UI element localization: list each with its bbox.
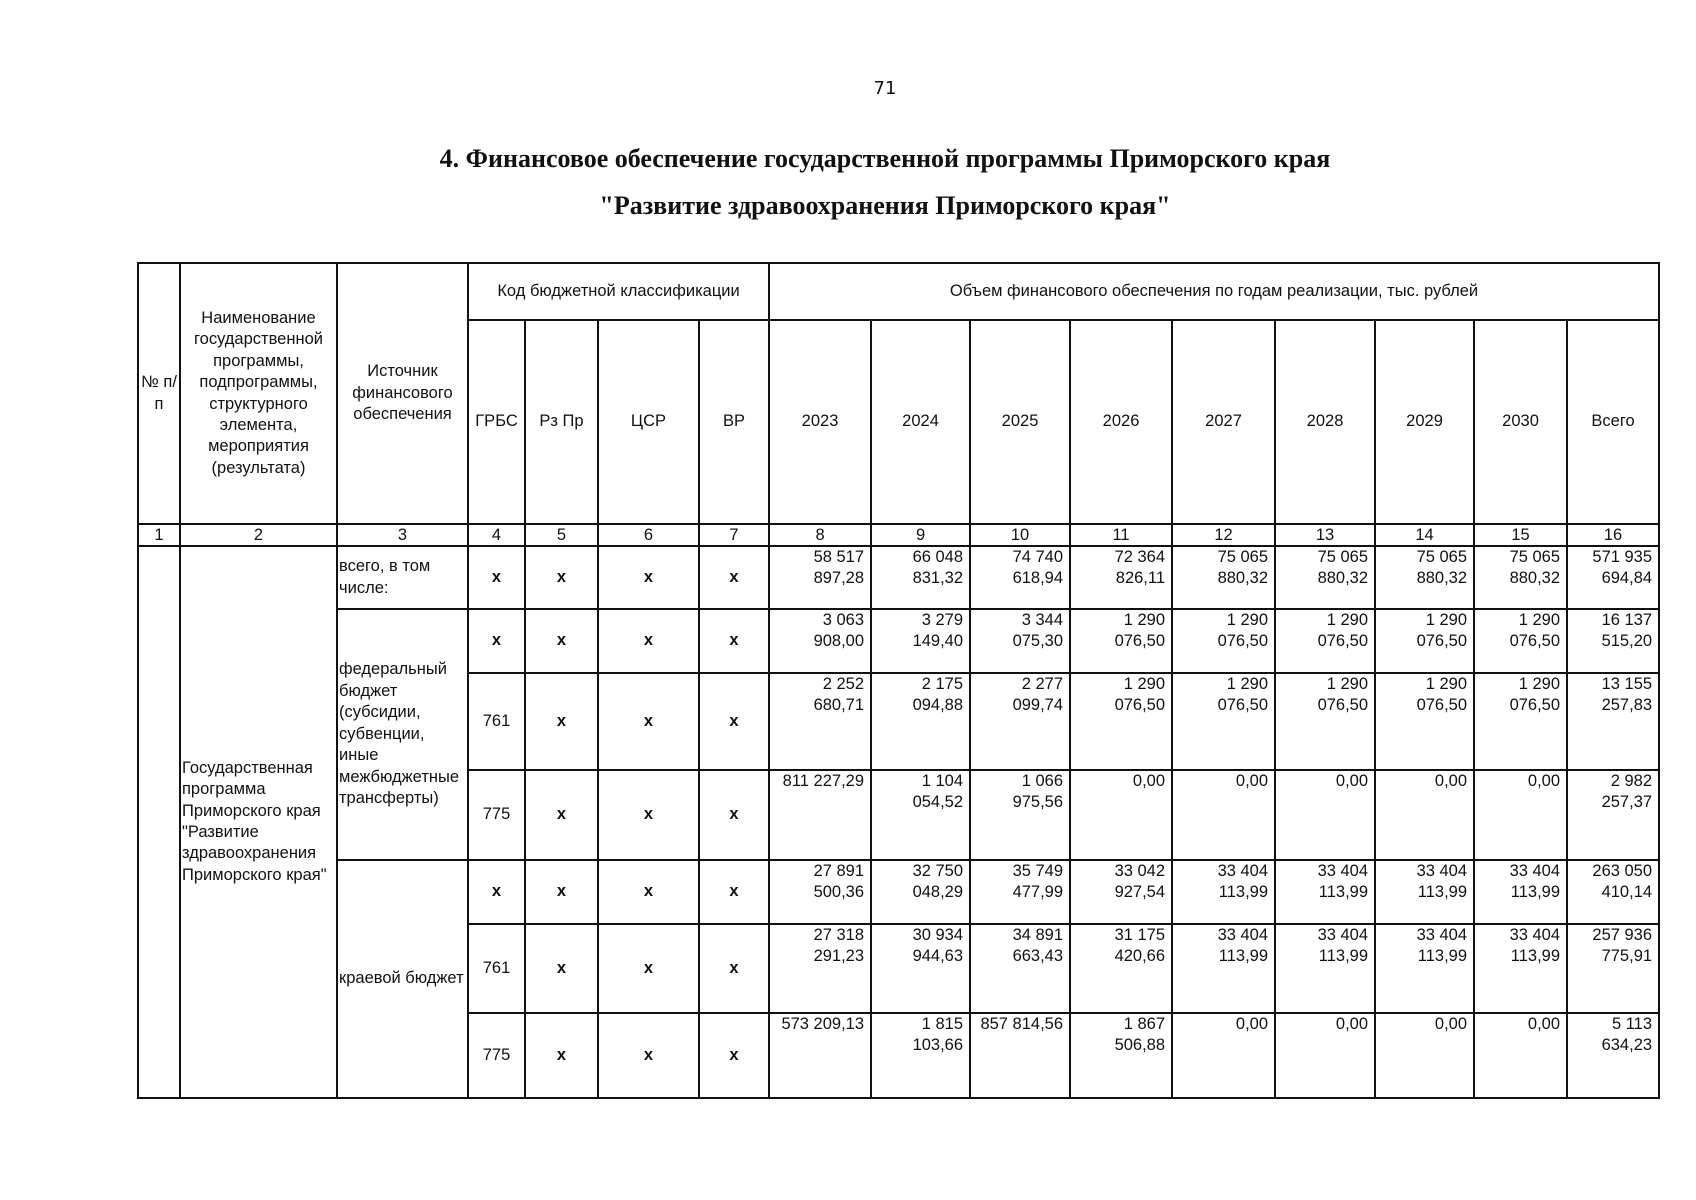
value-cell: 33 042 927,54: [1070, 860, 1172, 924]
header-budget-code: Код бюджетной классификации: [468, 263, 769, 320]
value-cell: 0,00: [1474, 1013, 1567, 1098]
header-rzpr: Рз Пр: [525, 320, 598, 524]
page-number: 71: [873, 78, 897, 99]
header-source: Источник финансового обеспечения: [337, 263, 468, 524]
value-cell: 1 290 076,50: [1275, 673, 1375, 770]
column-number: 12: [1172, 524, 1275, 546]
value-cell: 573 209,13: [769, 1013, 871, 1098]
value-cell: 2 175 094,88: [871, 673, 970, 770]
value-cell: 3 279 149,40: [871, 609, 970, 673]
header-num: № п/п: [138, 263, 180, 524]
value-cell: 75 065 880,32: [1275, 546, 1375, 609]
value-cell: 0,00: [1172, 1013, 1275, 1098]
column-number: 3: [337, 524, 468, 546]
column-number: 5: [525, 524, 598, 546]
table-row: [138, 860, 1659, 924]
value-cell: 32 750 048,29: [871, 860, 970, 924]
header-year: 2028: [1275, 320, 1375, 524]
value-cell: 72 364 826,11: [1070, 546, 1172, 609]
value-cell: 1 290 076,50: [1375, 609, 1474, 673]
column-number: 2: [180, 524, 337, 546]
value-cell: 0,00: [1172, 770, 1275, 860]
grbs-cell: 775: [468, 770, 525, 860]
value-cell: 857 814,56: [970, 1013, 1070, 1098]
table-row: [138, 609, 1659, 673]
header-year: 2023: [769, 320, 871, 524]
column-number: 16: [1567, 524, 1659, 546]
value-cell: 33 404 113,99: [1172, 924, 1275, 1013]
table-row: [138, 546, 1659, 609]
column-number: 13: [1275, 524, 1375, 546]
value-cell: 1 290 076,50: [1172, 609, 1275, 673]
rzpr-cell: x: [525, 860, 598, 924]
value-cell: 1 066 975,56: [970, 770, 1070, 860]
source-total: всего, в том числе:: [337, 546, 468, 609]
column-number: 10: [970, 524, 1070, 546]
header-year: 2029: [1375, 320, 1474, 524]
value-cell: 33 404 113,99: [1275, 860, 1375, 924]
value-cell: 0,00: [1375, 1013, 1474, 1098]
value-cell: 75 065 880,32: [1172, 546, 1275, 609]
value-cell: 75 065 880,32: [1375, 546, 1474, 609]
value-cell: 3 344 075,30: [970, 609, 1070, 673]
value-cell: 1 867 506,88: [1070, 1013, 1172, 1098]
value-cell: 263 050 410,14: [1567, 860, 1659, 924]
rzpr-cell: x: [525, 609, 598, 673]
csr-cell: x: [598, 860, 699, 924]
value-cell: 33 404 113,99: [1172, 860, 1275, 924]
value-cell: 2 252 680,71: [769, 673, 871, 770]
csr-cell: x: [598, 673, 699, 770]
grbs-cell: x: [468, 860, 525, 924]
header-year: 2026: [1070, 320, 1172, 524]
value-cell: 1 815 103,66: [871, 1013, 970, 1098]
grbs-cell: x: [468, 609, 525, 673]
column-number: 7: [699, 524, 769, 546]
value-cell: 66 048 831,32: [871, 546, 970, 609]
header-grbs: ГРБС: [468, 320, 525, 524]
csr-cell: x: [598, 546, 699, 609]
value-cell: 811 227,29: [769, 770, 871, 860]
column-number: 6: [598, 524, 699, 546]
column-number-row: [138, 524, 1659, 546]
header-total: Всего: [1567, 320, 1659, 524]
column-number: 1: [138, 524, 180, 546]
value-cell: 13 155 257,83: [1567, 673, 1659, 770]
value-cell: 3 063 908,00: [769, 609, 871, 673]
header-financing-volume: Объем финансового обеспечения по годам реализации, тыс. рублей: [769, 263, 1659, 320]
document-title-line1: 4. Финансовое обеспечение государственной программы Приморского края: [439, 144, 1331, 173]
document-title-line2: "Развитие здравоохранения Приморского края": [599, 191, 1171, 220]
header-row-1: [138, 263, 1659, 320]
value-cell: 33 404 113,99: [1474, 860, 1567, 924]
value-cell: 1 290 076,50: [1474, 609, 1567, 673]
rzpr-cell: x: [525, 1013, 598, 1098]
column-number: 14: [1375, 524, 1474, 546]
value-cell: 5 113 634,23: [1567, 1013, 1659, 1098]
row-number-cell: [138, 546, 180, 1098]
value-cell: 75 065 880,32: [1474, 546, 1567, 609]
value-cell: 16 137 515,20: [1567, 609, 1659, 673]
header-csr: ЦСР: [598, 320, 699, 524]
value-cell: 35 749 477,99: [970, 860, 1070, 924]
value-cell: 571 935 694,84: [1567, 546, 1659, 609]
grbs-cell: 761: [468, 924, 525, 1013]
value-cell: 33 404 113,99: [1375, 860, 1474, 924]
value-cell: 1 290 076,50: [1172, 673, 1275, 770]
source-federal: федеральный бюджет (субсидии, субвенции, иные межбюджетные трансферты): [337, 609, 468, 860]
program-name: Государственная программа Приморского края "Развитие здравоохранения Приморского края": [180, 546, 337, 1098]
vr-cell: x: [699, 546, 769, 609]
vr-cell: x: [699, 860, 769, 924]
csr-cell: x: [598, 770, 699, 860]
header-year: 2030: [1474, 320, 1567, 524]
vr-cell: x: [699, 673, 769, 770]
value-cell: 0,00: [1070, 770, 1172, 860]
column-number: 15: [1474, 524, 1567, 546]
rzpr-cell: x: [525, 924, 598, 1013]
csr-cell: x: [598, 609, 699, 673]
column-number: 11: [1070, 524, 1172, 546]
value-cell: 0,00: [1474, 770, 1567, 860]
column-number: 4: [468, 524, 525, 546]
grbs-cell: x: [468, 546, 525, 609]
financing-table: [137, 262, 1660, 1099]
value-cell: 74 740 618,94: [970, 546, 1070, 609]
csr-cell: x: [598, 1013, 699, 1098]
value-cell: 33 404 113,99: [1474, 924, 1567, 1013]
header-year: 2025: [970, 320, 1070, 524]
column-number: 9: [871, 524, 970, 546]
header-vr: ВР: [699, 320, 769, 524]
value-cell: 0,00: [1275, 1013, 1375, 1098]
value-cell: 1 290 076,50: [1275, 609, 1375, 673]
value-cell: 2 277 099,74: [970, 673, 1070, 770]
value-cell: 1 104 054,52: [871, 770, 970, 860]
grbs-cell: 775: [468, 1013, 525, 1098]
value-cell: 31 175 420,66: [1070, 924, 1172, 1013]
header-name: Наименование государственной программы, подпрограммы, структурного элемента, мероприятия (результата): [180, 263, 337, 524]
value-cell: 257 936 775,91: [1567, 924, 1659, 1013]
vr-cell: x: [699, 770, 769, 860]
value-cell: 34 891 663,43: [970, 924, 1070, 1013]
value-cell: 0,00: [1275, 770, 1375, 860]
value-cell: 27 318 291,23: [769, 924, 871, 1013]
value-cell: 33 404 113,99: [1375, 924, 1474, 1013]
rzpr-cell: x: [525, 546, 598, 609]
csr-cell: x: [598, 924, 699, 1013]
vr-cell: x: [699, 924, 769, 1013]
column-number: 8: [769, 524, 871, 546]
value-cell: 1 290 076,50: [1070, 609, 1172, 673]
rzpr-cell: x: [525, 673, 598, 770]
value-cell: 33 404 113,99: [1275, 924, 1375, 1013]
rzpr-cell: x: [525, 770, 598, 860]
value-cell: 58 517 897,28: [769, 546, 871, 609]
value-cell: 1 290 076,50: [1474, 673, 1567, 770]
header-year: 2024: [871, 320, 970, 524]
vr-cell: x: [699, 609, 769, 673]
source-regional: краевой бюджет: [337, 860, 468, 1098]
value-cell: 0,00: [1375, 770, 1474, 860]
vr-cell: x: [699, 1013, 769, 1098]
value-cell: 30 934 944,63: [871, 924, 970, 1013]
value-cell: 2 982 257,37: [1567, 770, 1659, 860]
grbs-cell: 761: [468, 673, 525, 770]
value-cell: 27 891 500,36: [769, 860, 871, 924]
value-cell: 1 290 076,50: [1375, 673, 1474, 770]
value-cell: 1 290 076,50: [1070, 673, 1172, 770]
header-year: 2027: [1172, 320, 1275, 524]
